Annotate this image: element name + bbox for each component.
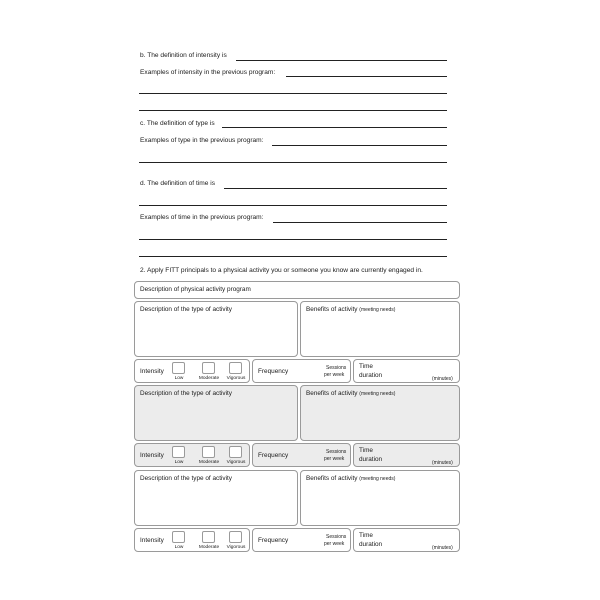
time-definition-prompt: d. The definition of time is <box>140 180 216 187</box>
intensity-moderate-checkbox[interactable] <box>202 446 215 458</box>
program-description-field[interactable] <box>134 281 460 299</box>
minutes-label: (minutes) <box>432 376 453 382</box>
intensity-definition-line[interactable] <box>236 60 447 61</box>
frequency-field[interactable] <box>252 359 351 383</box>
sessions-label: Sessions <box>326 365 347 371</box>
frequency-label: Frequency <box>258 368 289 375</box>
intensity-selector <box>134 359 250 383</box>
type-answer-line[interactable] <box>139 162 447 163</box>
intensity-low-label: Low <box>174 545 184 550</box>
intensity-low-checkbox[interactable] <box>172 531 185 543</box>
intensity-vigorous-label: Vigorous <box>226 545 246 550</box>
intensity-examples-prompt: Examples of intensity in the previous program: <box>140 69 276 76</box>
time-examples-prompt: Examples of time in the previous program: <box>140 214 264 221</box>
intensity-label: Intensity <box>140 452 164 459</box>
intensity-vigorous-checkbox[interactable] <box>229 446 242 458</box>
activity-type-label: Description of the type of activity <box>140 390 232 397</box>
time-duration-field[interactable] <box>353 443 460 467</box>
time-answer-line[interactable] <box>139 239 447 240</box>
time-duration-field[interactable] <box>353 359 460 383</box>
per-week-label: per week <box>324 372 345 378</box>
intensity-vigorous-label: Vigorous <box>226 460 246 465</box>
intensity-definition-prompt: b. The definition of intensity is <box>140 52 227 59</box>
frequency-label: Frequency <box>258 537 289 544</box>
intensity-label: Intensity <box>140 537 164 544</box>
activity-type-label: Description of the type of activity <box>140 475 232 482</box>
activity-type-field[interactable] <box>134 470 298 526</box>
intensity-low-checkbox[interactable] <box>172 362 185 374</box>
intensity-moderate-label: Moderate <box>198 376 220 381</box>
activity-type-field[interactable] <box>134 385 298 441</box>
frequency-field[interactable] <box>252 443 351 467</box>
duration-label: duration <box>359 372 383 379</box>
duration-label: duration <box>359 456 383 463</box>
intensity-answer-line[interactable] <box>139 93 447 94</box>
intensity-vigorous-checkbox[interactable] <box>229 531 242 543</box>
type-examples-prompt: Examples of type in the previous program: <box>140 137 264 144</box>
time-answer-line[interactable] <box>139 256 447 257</box>
time-duration-field[interactable] <box>353 528 460 552</box>
benefits-field[interactable] <box>300 301 460 357</box>
time-answer-line[interactable] <box>139 205 447 206</box>
minutes-label: (minutes) <box>432 545 453 551</box>
time-definition-line[interactable] <box>224 188 447 189</box>
activity-type-label: Description of the type of activity <box>140 306 232 313</box>
per-week-label: per week <box>324 456 345 462</box>
intensity-vigorous-checkbox[interactable] <box>229 362 242 374</box>
intensity-vigorous-label: Vigorous <box>226 376 246 381</box>
type-examples-line[interactable] <box>272 145 447 146</box>
activity-type-field[interactable] <box>134 301 298 357</box>
minutes-label: (minutes) <box>432 460 453 466</box>
frequency-label: Frequency <box>258 452 289 459</box>
program-description-label: Description of physical activity program <box>140 286 251 293</box>
intensity-low-checkbox[interactable] <box>172 446 185 458</box>
time-examples-line[interactable] <box>273 222 447 223</box>
per-week-label: per week <box>324 541 345 547</box>
intensity-moderate-label: Moderate <box>198 545 220 550</box>
type-definition-prompt: c. The definition of type is <box>140 120 215 127</box>
benefits-field[interactable] <box>300 385 460 441</box>
apply-fitt-prompt: 2. Apply FITT principals to a physical activity you or someone you know are currently engaged in. <box>140 267 423 274</box>
intensity-moderate-checkbox[interactable] <box>202 362 215 374</box>
intensity-answer-line[interactable] <box>139 110 447 111</box>
intensity-low-label: Low <box>174 376 184 381</box>
intensity-label: Intensity <box>140 368 164 375</box>
time-label: Time <box>359 363 373 370</box>
type-definition-line[interactable] <box>222 127 447 128</box>
benefits-field[interactable] <box>300 470 460 526</box>
intensity-selector <box>134 443 250 467</box>
sessions-label: Sessions <box>326 534 347 540</box>
intensity-moderate-label: Moderate <box>198 460 220 465</box>
benefits-label: Benefits of activity (meeting needs) <box>306 306 396 313</box>
duration-label: duration <box>359 541 383 548</box>
intensity-low-label: Low <box>174 460 184 465</box>
frequency-field[interactable] <box>252 528 351 552</box>
time-label: Time <box>359 532 373 539</box>
sessions-label: Sessions <box>326 449 347 455</box>
benefits-label: Benefits of activity (meeting needs) <box>306 475 396 482</box>
time-label: Time <box>359 447 373 454</box>
intensity-examples-line[interactable] <box>286 76 447 77</box>
intensity-moderate-checkbox[interactable] <box>202 531 215 543</box>
benefits-label: Benefits of activity (meeting needs) <box>306 390 396 397</box>
intensity-selector <box>134 528 250 552</box>
